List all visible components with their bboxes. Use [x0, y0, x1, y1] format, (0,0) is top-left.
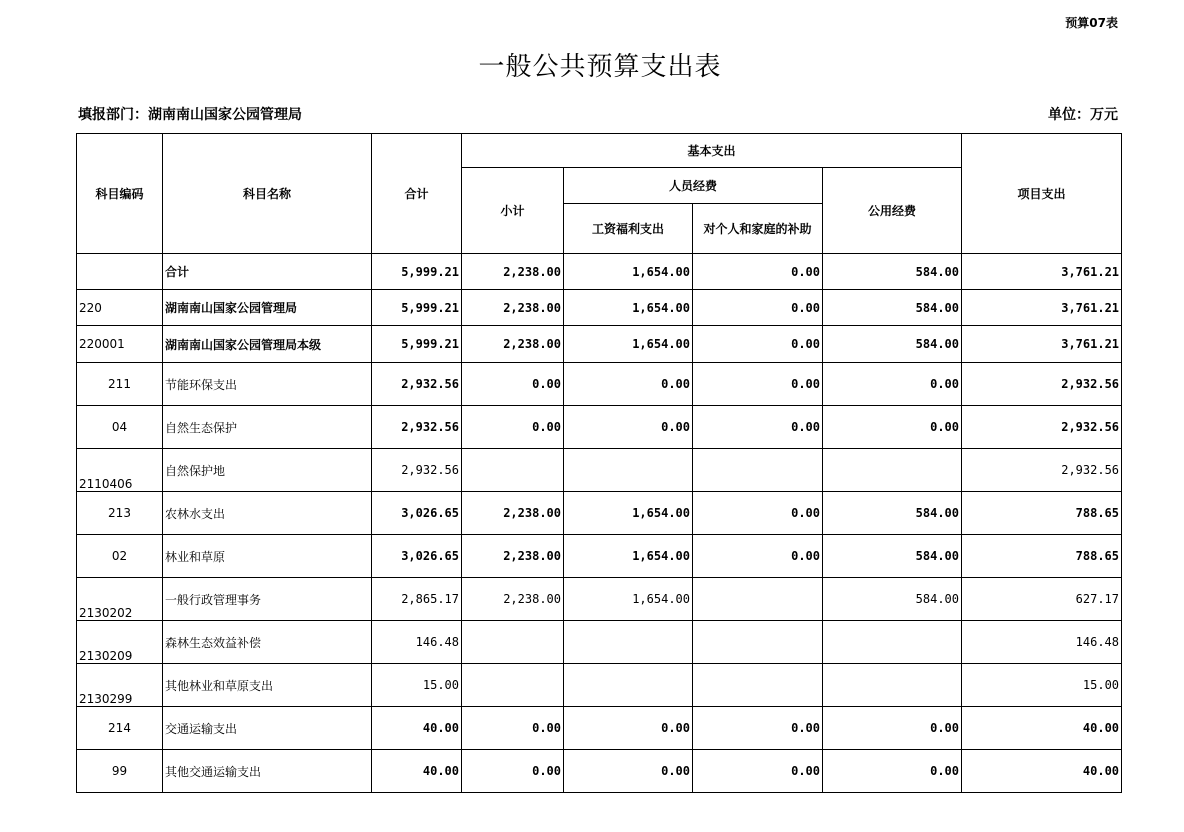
table-row: [77, 406, 1122, 449]
cell-wage: 1,654.00: [564, 290, 693, 326]
table-header: [77, 134, 1122, 254]
cell-project: 3,761.21: [962, 326, 1122, 363]
cell-project: 788.65: [962, 535, 1122, 578]
cell-subsidy: 0.00: [693, 750, 823, 793]
cell-name: 其他交通运输支出: [163, 750, 372, 793]
cell-wage: [564, 621, 693, 664]
cell-code: 2130202: [77, 578, 163, 621]
cell-total: 146.48: [372, 621, 462, 664]
cell-public: 584.00: [823, 492, 962, 535]
col-header-code: 科目编码: [77, 134, 163, 254]
cell-wage: 0.00: [564, 406, 693, 449]
col-header-subtotal: 小计: [462, 168, 564, 254]
cell-wage: 1,654.00: [564, 492, 693, 535]
table-row: [77, 492, 1122, 535]
cell-name: 交通运输支出: [163, 707, 372, 750]
cell-total: 3,026.65: [372, 535, 462, 578]
cell-public: 584.00: [823, 578, 962, 621]
cell-subtotal: 0.00: [462, 707, 564, 750]
cell-code: 2110406: [77, 449, 163, 492]
cell-code: 99: [77, 750, 163, 793]
cell-project: 2,932.56: [962, 449, 1122, 492]
cell-subtotal: 0.00: [462, 406, 564, 449]
cell-wage: 0.00: [564, 363, 693, 406]
cell-total: 2,932.56: [372, 363, 462, 406]
cell-name: 林业和草原: [163, 535, 372, 578]
cell-project: 40.00: [962, 707, 1122, 750]
cell-wage: 0.00: [564, 750, 693, 793]
cell-subtotal: 2,238.00: [462, 254, 564, 290]
cell-wage: 1,654.00: [564, 535, 693, 578]
cell-subtotal: 0.00: [462, 363, 564, 406]
cell-public: [823, 621, 962, 664]
cell-total: 5,999.21: [372, 290, 462, 326]
cell-code: 02: [77, 535, 163, 578]
cell-subsidy: 0.00: [693, 363, 823, 406]
cell-subtotal: [462, 621, 564, 664]
cell-public: [823, 664, 962, 707]
cell-project: 2,932.56: [962, 363, 1122, 406]
cell-subtotal: [462, 449, 564, 492]
cell-project: 627.17: [962, 578, 1122, 621]
cell-subsidy: 0.00: [693, 326, 823, 363]
cell-total: 3,026.65: [372, 492, 462, 535]
col-header-personnel: 人员经费: [564, 168, 823, 204]
cell-wage: [564, 449, 693, 492]
cell-name: 节能环保支出: [163, 363, 372, 406]
table-row: [77, 750, 1122, 793]
col-header-total: 合计: [372, 134, 462, 254]
cell-project: 3,761.21: [962, 290, 1122, 326]
cell-public: 584.00: [823, 535, 962, 578]
table-row: [77, 290, 1122, 326]
cell-total: 40.00: [372, 750, 462, 793]
table-row: [77, 664, 1122, 707]
cell-public: 584.00: [823, 254, 962, 290]
col-header-name: 科目名称: [163, 134, 372, 254]
cell-public: [823, 449, 962, 492]
cell-public: 584.00: [823, 326, 962, 363]
cell-code: 220: [77, 290, 163, 326]
cell-name: 湖南南山国家公园管理局: [163, 290, 372, 326]
table-row: [77, 707, 1122, 750]
cell-code: 220001: [77, 326, 163, 363]
table-row: [77, 363, 1122, 406]
cell-code: 211: [77, 363, 163, 406]
cell-project: 788.65: [962, 492, 1122, 535]
col-header-project: 项目支出: [962, 134, 1122, 254]
cell-subtotal: 2,238.00: [462, 578, 564, 621]
cell-project: 40.00: [962, 750, 1122, 793]
cell-wage: 0.00: [564, 707, 693, 750]
cell-project: 3,761.21: [962, 254, 1122, 290]
cell-subtotal: 2,238.00: [462, 326, 564, 363]
cell-subtotal: 2,238.00: [462, 535, 564, 578]
cell-code: 04: [77, 406, 163, 449]
cell-subsidy: 0.00: [693, 290, 823, 326]
cell-code: 2130299: [77, 664, 163, 707]
cell-public: 584.00: [823, 290, 962, 326]
form-number: 预算07表: [1065, 16, 1118, 30]
cell-total: 2,932.56: [372, 406, 462, 449]
table-row: [77, 578, 1122, 621]
cell-total: 40.00: [372, 707, 462, 750]
cell-project: 15.00: [962, 664, 1122, 707]
cell-project: 146.48: [962, 621, 1122, 664]
cell-code: 213: [77, 492, 163, 535]
cell-wage: 1,654.00: [564, 578, 693, 621]
cell-subtotal: 0.00: [462, 750, 564, 793]
cell-total: 5,999.21: [372, 254, 462, 290]
cell-subsidy: 0.00: [693, 707, 823, 750]
cell-name: 农林水支出: [163, 492, 372, 535]
col-header-subsidy: 对个人和家庭的补助: [693, 204, 823, 254]
cell-code: 2130209: [77, 621, 163, 664]
cell-total: 5,999.21: [372, 326, 462, 363]
unit-label: 单位：万元: [1048, 107, 1118, 123]
reporting-department: 填报部门：湖南南山国家公园管理局: [78, 107, 302, 123]
cell-wage: 1,654.00: [564, 254, 693, 290]
cell-total: 15.00: [372, 664, 462, 707]
col-header-public: 公用经费: [823, 168, 962, 254]
table-row-total: [77, 254, 1122, 290]
cell-subtotal: 2,238.00: [462, 492, 564, 535]
cell-subsidy: 0.00: [693, 254, 823, 290]
col-header-basic: 基本支出: [462, 134, 962, 168]
cell-public: 0.00: [823, 707, 962, 750]
cell-public: 0.00: [823, 363, 962, 406]
cell-name: 一般行政管理事务: [163, 578, 372, 621]
cell-wage: [564, 664, 693, 707]
cell-name: 湖南南山国家公园管理局本级: [163, 326, 372, 363]
cell-subsidy: 0.00: [693, 406, 823, 449]
cell-name: 自然生态保护: [163, 406, 372, 449]
table-row: [77, 326, 1122, 363]
table-body: [77, 254, 1122, 793]
cell-public: 0.00: [823, 750, 962, 793]
cell-total: 2,865.17: [372, 578, 462, 621]
cell-subsidy: [693, 578, 823, 621]
table-row: [77, 535, 1122, 578]
cell-code: 214: [77, 707, 163, 750]
cell-name: 其他林业和草原支出: [163, 664, 372, 707]
cell-subsidy: [693, 664, 823, 707]
table-row: [77, 449, 1122, 492]
page-title: 一般公共预算支出表: [478, 52, 722, 82]
cell-subsidy: [693, 621, 823, 664]
cell-total: 2,932.56: [372, 449, 462, 492]
cell-name: 自然保护地: [163, 449, 372, 492]
table-row: [77, 621, 1122, 664]
cell-name: 森林生态效益补偿: [163, 621, 372, 664]
cell-wage: 1,654.00: [564, 326, 693, 363]
col-header-wage: 工资福利支出: [564, 204, 693, 254]
budget-table: [76, 133, 1122, 793]
cell-project: 2,932.56: [962, 406, 1122, 449]
cell-code: [77, 254, 163, 290]
cell-public: 0.00: [823, 406, 962, 449]
cell-name: 合计: [163, 254, 372, 290]
cell-subtotal: 2,238.00: [462, 290, 564, 326]
cell-subsidy: 0.00: [693, 535, 823, 578]
cell-subtotal: [462, 664, 564, 707]
cell-subsidy: 0.00: [693, 492, 823, 535]
cell-subsidy: [693, 449, 823, 492]
